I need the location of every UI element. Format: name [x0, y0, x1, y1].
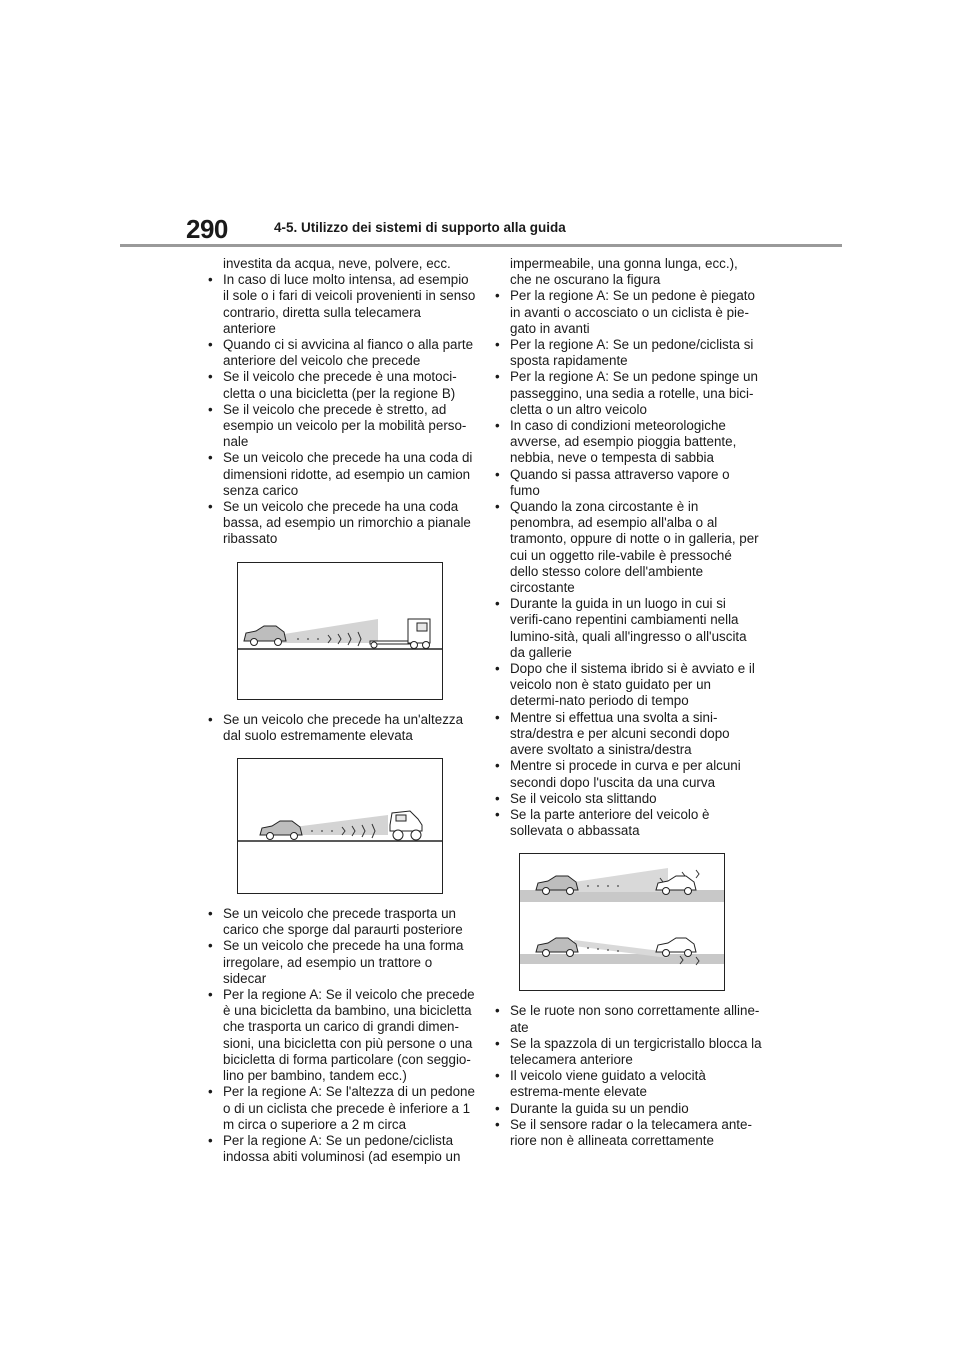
list-item: • Mentre si effettua una svolta a sini-stra/destra e per alcuni secondi dopo avere svoltato a sinistra/destra [492, 710, 762, 759]
low-tail-trailer-illustration [238, 563, 442, 699]
list-item: • Quando ci si avvicina al fianco o alla parte anteriore del veicolo che precede [205, 337, 477, 369]
left-list-3 [205, 906, 477, 1165]
header-rule [120, 244, 842, 247]
right-continuation-text: impermeabile, una gonna lunga, ecc.), che ne oscurano la figura [510, 256, 738, 288]
list-item: • Durante la guida su un pendio [492, 1101, 762, 1117]
list-item: • Per la regione A: Se l'altezza di un pedone o di un ciclista che precede è inferiore a 1 m circa o superiore a 2 m circa [205, 1084, 477, 1133]
list-item: • Se la parte anteriore del veicolo è sollevata o abbassata [492, 807, 762, 839]
list-item: • Quando la zona circostante è in penombra, ad esempio all'alba o al tramonto, oppure di notte o in galleria, per cui un oggetto rile-vabile è pressoché dello stesso colore dell'ambiente circostante [492, 499, 762, 596]
left-list-2 [205, 712, 477, 744]
list-item: • Se il veicolo che precede è una motoci-cletta o una bicicletta (per la regione B) [205, 369, 477, 401]
list-item: • Se la spazzola di un tergicristallo blocca la telecamera anteriore [492, 1036, 762, 1068]
list-item: • Durante la guida in un luogo in cui si verifi-cano repentini cambiamenti nella lumino-sità, quali all'ingresso o all'uscita da gallerie [492, 596, 762, 661]
right-list-2 [492, 1003, 762, 1149]
list-item: • Se il veicolo che precede è stretto, ad esempio un veicolo per la mobilità perso-nale [205, 402, 477, 451]
vehicle-pitch-illustration [520, 854, 724, 990]
figure-high-clearance-vehicle [237, 758, 443, 894]
list-item: • Se le ruote non sono correttamente alline-ate [492, 1003, 762, 1035]
figure-vehicle-pitch [519, 853, 725, 991]
high-clearance-illustration [238, 759, 442, 893]
figure-low-tail-trailer [237, 562, 443, 700]
list-item: • In caso di condizioni meteorologiche avverse, ad esempio pioggia battente, nebbia, neve o tempesta di sabbia [492, 418, 762, 467]
list-item: • In caso di luce molto intensa, ad esempio il sole o i fari di veicoli provenienti in senso contrario, diretta sulla telecamera anteriore [205, 272, 477, 337]
list-item: • Il veicolo viene guidato a velocità estrema-mente elevate [492, 1068, 762, 1100]
list-item: • Se il veicolo sta slittando [492, 791, 762, 807]
left-column [205, 256, 477, 1165]
left-continuation-text: investita da acqua, neve, polvere, ecc. [223, 256, 451, 271]
list-item: • Per la regione A: Se un pedone spinge un passeggino, una sedia a rotelle, una bici-cletta o un altro veicolo [492, 369, 762, 418]
list-item: • Per la regione A: Se un pedone è piegato in avanti o accosciato o un ciclista è pie-gato in avanti [492, 288, 762, 337]
list-item: • Se il sensore radar o la telecamera ante-riore non è allineata correttamente [492, 1117, 762, 1149]
list-item: • Mentre si procede in curva e per alcuni secondi dopo l'uscita da una curva [492, 758, 762, 790]
list-item: • Dopo che il sistema ibrido si è avviato e il veicolo non è stato guidato per un determi-nato periodo di tempo [492, 661, 762, 710]
section-title: 4-5. Utilizzo dei sistemi di supporto alla guida [274, 220, 566, 235]
list-item: • Quando si passa attraverso vapore o fumo [492, 467, 762, 499]
list-item: • Se un veicolo che precede ha una coda bassa, ad esempio un rimorchio a pianale ribassato [205, 499, 477, 548]
list-item: • Se un veicolo che precede trasporta un carico che sporge dal paraurti posteriore [205, 906, 477, 938]
left-list-1 [205, 272, 477, 547]
page-number: 290 [186, 214, 228, 244]
list-item: • Se un veicolo che precede ha una forma irregolare, ad esempio un trattore o sidecar [205, 938, 477, 987]
right-column [492, 256, 762, 1149]
list-item: • Per la regione A: Se un pedone/ciclista indossa abiti voluminosi (ad esempio un [205, 1133, 477, 1165]
list-item: • Se un veicolo che precede ha un'altezza dal suolo estremamente elevata [205, 712, 477, 744]
list-item: • Per la regione A: Se un pedone/ciclista si sposta rapidamente [492, 337, 762, 369]
list-item: • Se un veicolo che precede ha una coda di dimensioni ridotte, ad esempio un camion senza carico [205, 450, 477, 499]
right-list-1 [492, 288, 762, 839]
list-item: • Per la regione A: Se il veicolo che precede è una bicicletta da bambino, una bicicletta che trasporta un carico di grandi dimen-sioni, una bicicletta con più persone o una bicicletta di forma particolare (con seggio-lino per bambino, tandem ecc.) [205, 987, 477, 1084]
